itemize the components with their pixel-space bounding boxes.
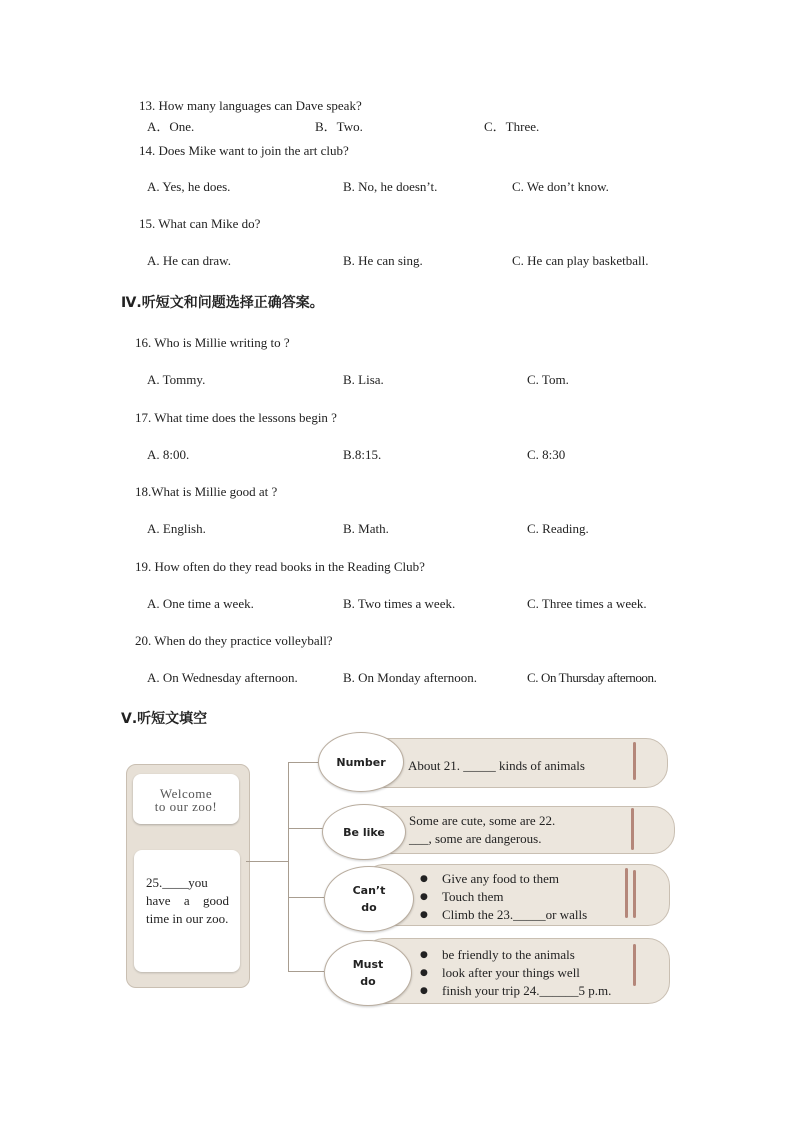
question-text: 17. What time does the lessons begin ? [135,410,337,425]
question-text: 13. How many languages can Dave speak? [139,98,362,113]
option-b: B. On Monday afternoon. [343,670,477,685]
number-text: About 21. _____ kinds of animals [408,758,585,773]
section-4-title: Ⅳ.听短文和问题选择正确答案。 [121,295,324,311]
option-c: C. On Thursday afternoon. [527,670,657,685]
connector-line [288,971,324,972]
option-b: B.8:15. [343,447,382,462]
connector-line [288,762,289,972]
question-text: 15. What can Mike do? [139,216,261,231]
question-text: 19. How often do they read books in the Reading Club? [135,559,425,574]
option-b: B. He can sing. [343,253,423,268]
cantdo-label: Can’t do [324,866,414,932]
list-item: ● finish your trip 24.______5 p.m. [416,982,611,1000]
option-a: A．One. [147,119,195,134]
connector-line [288,897,324,898]
belike-line-1: Some are cute, some are 22. [409,813,556,828]
option-a: A. On Wednesday afternoon. [147,670,298,685]
option-a: A. One time a week. [147,596,254,611]
question-text: 20. When do they practice volleyball? [135,633,333,648]
decor-bar [633,742,636,780]
belike-label: Be like [322,804,406,860]
decor-bar [625,868,628,918]
welcome-line-1: Welcome [159,786,213,801]
option-c: C. He can play basketball. [512,253,649,268]
decor-bar [633,870,636,918]
list-item: ● Give any food to them [416,870,587,888]
belike-text [409,812,555,848]
list-item: ● Climb the 23._____or walls [416,906,587,924]
option-a: A. He can draw. [147,253,231,268]
question-text: 14. Does Mike want to join the art club? [139,143,349,158]
connector-line [246,861,288,862]
question-text: 18.What is Millie good at ? [135,484,278,499]
decor-bar [633,944,636,986]
decor-bar [631,808,634,850]
cantdo-list [416,870,587,924]
option-a: A. Yes, he does. [147,179,231,194]
list-item: ● Touch them [416,888,587,906]
number-label: Number [318,732,404,792]
mustdo-label: Must do [324,940,412,1006]
option-c: C. Tom. [527,372,569,387]
belike-line-2: ___, some are dangerous. [409,831,542,846]
option-c: C. We don’t know. [512,179,609,194]
option-b: B. No, he doesn’t. [343,179,438,194]
option-b: B. Math. [343,521,389,536]
list-item: ● be friendly to the animals [416,946,611,964]
option-a: A. Tommy. [147,372,206,387]
question-text: 16. Who is Millie writing to ? [135,335,290,350]
option-a: A. English. [147,521,206,536]
option-b: B. Two times a week. [343,596,456,611]
option-b: B. Lisa. [343,372,384,387]
option-c: C. Three times a week. [527,596,647,611]
mustdo-list [416,946,611,1000]
option-c: C. 8:30 [527,447,566,462]
connector-line [288,828,324,829]
blank-25-text: 25.____you have a good time in our zoo. [146,875,229,926]
blank-25-box [134,850,240,972]
option-a: A. 8:00. [147,447,190,462]
section-5-title: Ⅴ.听短文填空 [121,711,208,727]
option-c: C. Reading. [527,521,589,536]
welcome-box [133,774,239,824]
option-b: B．Two. [315,119,363,134]
option-c: C．Three. [484,119,540,134]
list-item: ● look after your things well [416,964,611,982]
welcome-line-2: to our zoo! [154,799,218,814]
